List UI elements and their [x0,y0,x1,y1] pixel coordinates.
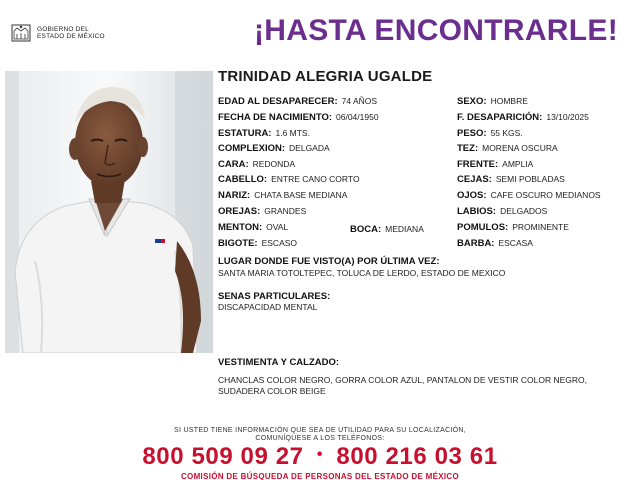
phone-number-2[interactable]: 800 216 03 61 [336,443,498,470]
separator-dot: • [316,445,324,463]
field-bigote: BIGOTE: ESCASO [218,238,298,249]
field-fecha-desaparicion: F. DESAPARICIÓN: 13/10/2025 [457,112,589,123]
phone-number-1[interactable]: 800 509 09 27 [142,443,304,470]
field-cejas: CEJAS: SEMI POBLADAS [457,174,565,185]
field-barba: BARBA: ESCASA [457,238,533,249]
field-labios: LABIOS: DELGADOS [457,206,548,217]
last-seen-title: LUGAR DONDE FUE VISTO(A) POR ÚLTIMA VEZ: [218,256,440,267]
field-fecha-nacimiento: FECHA DE NACIMIENTO: 06/04/1950 [218,112,379,123]
field-complexion: COMPLEXION: DELGADA [218,143,330,154]
field-pomulos: POMULOS: PROMINENTE [457,222,569,233]
field-sexo: SEXO: HOMBRE [457,96,528,107]
field-menton: MENTON: OVAL [218,222,289,233]
government-logo-text: GOBIERNO DEL ESTADO DE MÉXICO [37,25,105,40]
distinguishing-marks-title: SENAS PARTICULARES: [218,291,331,302]
government-logo [10,22,105,44]
last-seen-text: SANTA MARIA TOTOLTEPEC, TOLUCA DE LERDO, ESTADO DE MEXICO [218,268,506,278]
clothing-title: VESTIMENTA Y CALZADO: [218,357,340,368]
info-line-2: COMUNÍQUESE A LOS TELÉFONOS: [255,435,385,442]
field-orejas: OREJAS: GRANDES [218,206,307,217]
field-cara: CARA: REDONDA [218,159,296,170]
field-boca: BOCA: MEDIANA [350,224,424,235]
field-tez: TEZ: MORENA OSCURA [457,143,558,154]
field-frente: FRENTE: AMPLIA [457,159,534,170]
field-edad: EDAD AL DESAPARECER: 74 AÑOS [218,96,378,107]
field-nariz: NARIZ: CHATA BASE MEDIANA [218,190,348,201]
field-peso: PESO: 55 KGS. [457,128,523,139]
phone-numbers [0,443,640,471]
headline: ¡HASTA ENCONTRARLE! [254,14,619,47]
state-seal-icon [10,22,32,44]
info-line-1: SI USTED TIENE INFORMACIÓN QUE SEA DE UTILIDAD PARA SU LOCALIZACIÓN, [173,427,467,434]
distinguishing-marks-text: DISCAPACIDAD MENTAL [218,302,318,312]
person-name: TRINIDAD ALEGRIA UGALDE [218,68,433,85]
commission-name: COMISIÓN DE BÚSQUEDA DE PERSONAS DEL ESTADO DE MÉXICO [180,472,459,480]
field-ojos: OJOS: CAFE OSCURO MEDIANOS [457,190,601,201]
field-cabello: CABELLO: ENTRE CANO CORTO [218,174,360,185]
field-estatura: ESTATURA: 1.6 MTS. [218,128,310,139]
person-photo [5,71,213,353]
clothing-text: CHANCLAS COLOR NEGRO, GORRA COLOR AZUL, PANTALON DE VESTIR COLOR NEGRO, SUDADERA COLOR BEIGE [218,375,588,396]
